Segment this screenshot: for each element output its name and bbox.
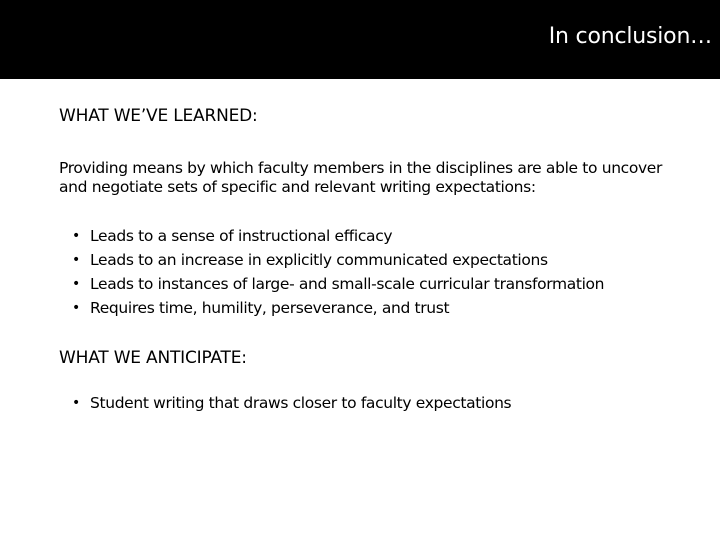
bullet-icon: • — [72, 300, 80, 316]
bullet-icon: • — [72, 252, 80, 268]
title-bar — [0, 0, 720, 79]
learned-intro-text: Providing means by which faculty members in the disciplines are able to uncover and negotiate sets of specific and relevant writing expectations: — [59, 159, 663, 196]
bullet-icon: • — [72, 228, 80, 244]
list-item-text: Leads to instances of large- and small-scale curricular transformation — [90, 275, 605, 293]
list-item-text: Leads to an increase in explicitly communicated expectations — [90, 251, 548, 269]
learned-heading: WHAT WE’VE LEARNED: — [59, 106, 258, 126]
bullet-icon: • — [72, 276, 80, 292]
anticipate-heading: WHAT WE ANTICIPATE: — [59, 348, 247, 368]
list-item-text: Requires time, humility, perseverance, and trust — [90, 299, 450, 317]
slide-title: In conclusion… — [548, 24, 712, 49]
list-item-text: Student writing that draws closer to faculty expectations — [90, 394, 512, 412]
list-item-text: Leads to a sense of instructional efficacy — [90, 227, 393, 245]
bullet-icon: • — [72, 395, 80, 411]
